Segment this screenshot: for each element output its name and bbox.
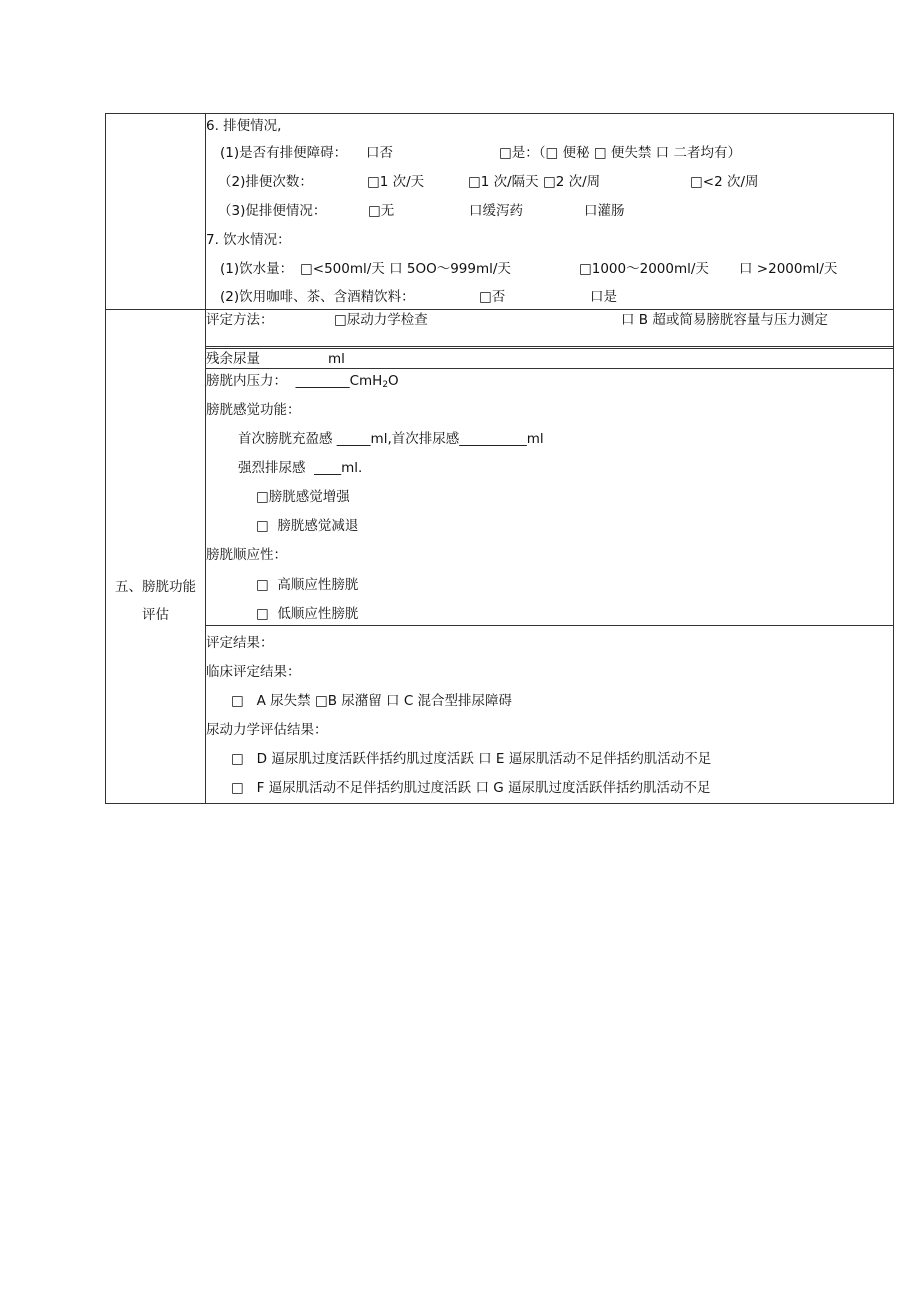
section-label-bladder: 五、膀胱功能 评估 xyxy=(115,579,196,623)
bowel-q3-opt1-checkbox[interactable]: □无 xyxy=(368,203,395,219)
water-q1-opt2-checkbox[interactable]: □1000～2000ml/天 xyxy=(579,261,709,277)
compliance-title: 膀胱顺应性： xyxy=(206,547,287,563)
result-title: 评定结果： xyxy=(206,635,274,651)
sensation-decreased-checkbox[interactable]: □ 膀胱感觉减退 xyxy=(256,518,359,534)
bowel-q1-yes-checkbox[interactable]: □是：（□ 便秘 □ 便失禁 口 二者均有） xyxy=(499,145,741,161)
row-divider xyxy=(106,309,893,310)
urodynamic-result-title: 尿动力学评估结果： xyxy=(206,722,328,738)
row-divider xyxy=(206,348,893,349)
sensation-title: 膀胱感觉功能： xyxy=(206,402,301,418)
compliance-high-checkbox[interactable]: □ 高顺应性膀胱 xyxy=(256,577,359,593)
water-q2-yes-checkbox[interactable]: 口是 xyxy=(590,289,617,305)
method-ultrasound-checkbox[interactable]: 口 B 超或简易膀胱容量与压力测定 xyxy=(621,312,828,328)
water-q1-label: (1)饮水量： xyxy=(220,261,294,277)
bowel-q1-no-checkbox[interactable]: 口否 xyxy=(366,145,393,161)
bowel-q3-opt2-checkbox[interactable]: 口缓泻药 xyxy=(469,203,523,219)
bowel-q2-opt1-checkbox[interactable]: □1 次/天 xyxy=(367,174,425,190)
clinical-result-options[interactable]: □ A 尿失禁 □B 尿潴留 口 C 混合型排尿障碍 xyxy=(231,693,513,709)
bowel-q3-opt3-checkbox[interactable]: 口灌肠 xyxy=(584,203,625,219)
bowel-q3-label: （3)促排便情况： xyxy=(218,203,327,219)
urodynamic-result-options-2[interactable]: □ F 逼尿肌活动不足伴括约肌过度活跃 口 G 逼尿肌过度活跃伴括约肌活动不足 xyxy=(231,780,711,796)
bowel-q1-label: (1)是否有排便障碍： xyxy=(220,145,348,161)
row-divider xyxy=(206,346,893,347)
sensation-increased-checkbox[interactable]: □膀胱感觉增强 xyxy=(256,489,350,505)
sensation-first-field[interactable]: 首次膀胱充盈感 _____ml,首次排尿感__________ml xyxy=(238,431,544,447)
compliance-low-checkbox[interactable]: □ 低顺应性膀胱 xyxy=(256,606,359,622)
water-q2-label: (2)饮用咖啡、茶、含酒精饮料： xyxy=(220,289,415,305)
water-q1-opt3-checkbox[interactable]: 口 >2000ml/天 xyxy=(739,261,838,277)
method-urodynamic-checkbox[interactable]: □尿动力学检查 xyxy=(334,312,428,328)
water-q2-no-checkbox[interactable]: □否 xyxy=(479,289,506,305)
water-q1-opt1-checkbox[interactable]: □<500ml/天 口 5OO～999ml/天 xyxy=(300,261,511,277)
row-divider xyxy=(206,625,893,626)
bowel-q2-opt3-checkbox[interactable]: □<2 次/周 xyxy=(690,174,759,190)
sensation-strong-field[interactable]: 强烈排尿感 ____ml. xyxy=(238,460,363,476)
bladder-pressure-field[interactable]: 膀胱内压力： ________CmH$_2$O xyxy=(206,373,399,390)
row-divider xyxy=(206,368,893,369)
method-label: 评定方法： xyxy=(206,312,274,328)
residual-urine-label: 残余尿量 xyxy=(206,351,260,367)
column-divider xyxy=(205,114,206,803)
bowel-q2-opt2-checkbox[interactable]: □1 次/隔天 □2 次/周 xyxy=(468,174,601,190)
bowel-q2-label: （2)排便次数： xyxy=(218,174,313,190)
urodynamic-result-options-1[interactable]: □ D 逼尿肌过度活跃伴括约肌过度活跃 口 E 逼尿肌活动不足伴括约肌活动不足 xyxy=(231,751,712,767)
residual-urine-unit: ml xyxy=(328,351,345,367)
assessment-form-table xyxy=(105,113,894,804)
clinical-result-title: 临床评定结果： xyxy=(206,664,301,680)
bowel-title: 6. 排便情况, xyxy=(206,118,282,134)
water-title: 7. 饮水情况： xyxy=(206,232,291,248)
